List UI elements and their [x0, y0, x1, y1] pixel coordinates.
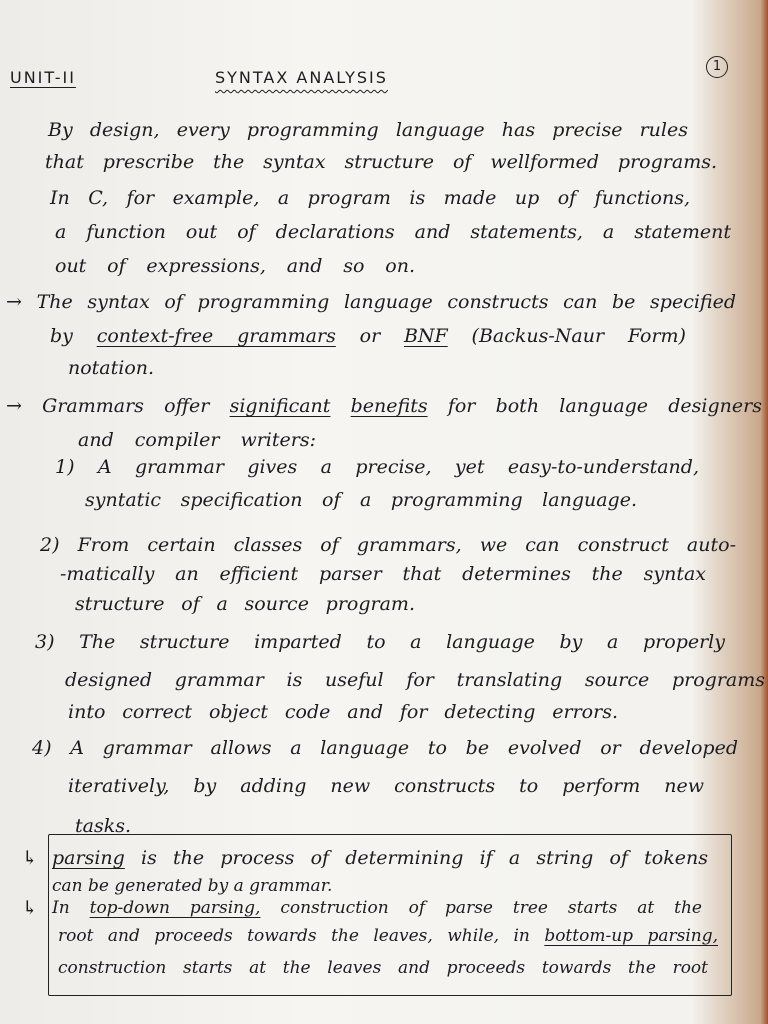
- page-number: 1: [706, 56, 728, 78]
- box-line: can be generated by a grammar.: [52, 876, 333, 896]
- benefit-line: syntatic specification of a programming language.: [85, 489, 637, 511]
- benefit-line: tasks.: [75, 815, 132, 837]
- underlined-term: context-free grammars: [96, 325, 336, 347]
- benefit-line: 3) The structure imparted to a language by a properly: [35, 631, 725, 653]
- unit-label: UNIT-II: [10, 68, 76, 87]
- benefit-line: designed grammar is useful for translating source programs: [65, 669, 765, 691]
- benefit-line: -matically an efficient parser that determines the syntax: [60, 563, 706, 585]
- text: construction of parse tree starts at the: [280, 898, 702, 918]
- point-grammars-line: and compiler writers:: [78, 429, 316, 451]
- box-line: [58, 924, 718, 948]
- page-title: SYNTAX ANALYSIS: [215, 68, 388, 87]
- point-syntax-line: → The syntax of programming language constructs can be specified: [6, 291, 736, 313]
- point-syntax-line: [50, 324, 686, 348]
- text: root and proceeds towards the leaves, while, in: [58, 926, 530, 946]
- underlined-term: benefits: [350, 395, 428, 417]
- benefit-line: 1) A grammar gives a precise, yet easy-to-understand,: [55, 456, 699, 478]
- text: or: [359, 325, 381, 347]
- underlined-term: significant: [229, 395, 331, 417]
- intro-line: In C, for example, a program is made up of functions,: [50, 187, 690, 209]
- intro-line: that prescribe the syntax structure of wellformed programs.: [45, 151, 717, 173]
- point-grammars-line: [6, 394, 762, 418]
- benefit-line: 2) From certain classes of grammars, we can construct auto-: [40, 534, 736, 556]
- point-syntax-line: notation.: [68, 357, 155, 379]
- box-line: [52, 896, 702, 920]
- box-line: construction starts at the leaves and proceeds towards the root: [58, 958, 708, 978]
- benefit-line: 4) A grammar allows a language to be evolved or developed: [32, 737, 738, 759]
- text: for both language designers: [447, 395, 762, 417]
- benefit-line: iteratively, by adding new constructs to perform new: [68, 775, 704, 797]
- benefit-line: structure of a source program.: [75, 593, 415, 615]
- text: (Backus-Naur Form): [471, 325, 686, 347]
- bullet-icon: ↳: [22, 847, 38, 869]
- underlined-term: BNF: [403, 325, 448, 347]
- text: → Grammars offer: [6, 395, 210, 417]
- underlined-term: bottom-up parsing,: [544, 926, 718, 946]
- text: by: [50, 325, 73, 347]
- underlined-term: parsing: [52, 847, 125, 869]
- text: is the process of determining if a string of tokens: [141, 847, 708, 869]
- intro-line: a function out of declarations and statements, a statement: [55, 221, 731, 243]
- intro-line: By design, every programming language has precise rules: [48, 119, 688, 141]
- text: In: [52, 898, 70, 918]
- benefit-line: into correct object code and for detecting errors.: [68, 701, 618, 723]
- underlined-term: top-down parsing,: [89, 898, 261, 918]
- bullet-icon: ↳: [22, 897, 38, 919]
- intro-line: out of expressions, and so on.: [55, 255, 415, 277]
- box-line: [52, 846, 708, 870]
